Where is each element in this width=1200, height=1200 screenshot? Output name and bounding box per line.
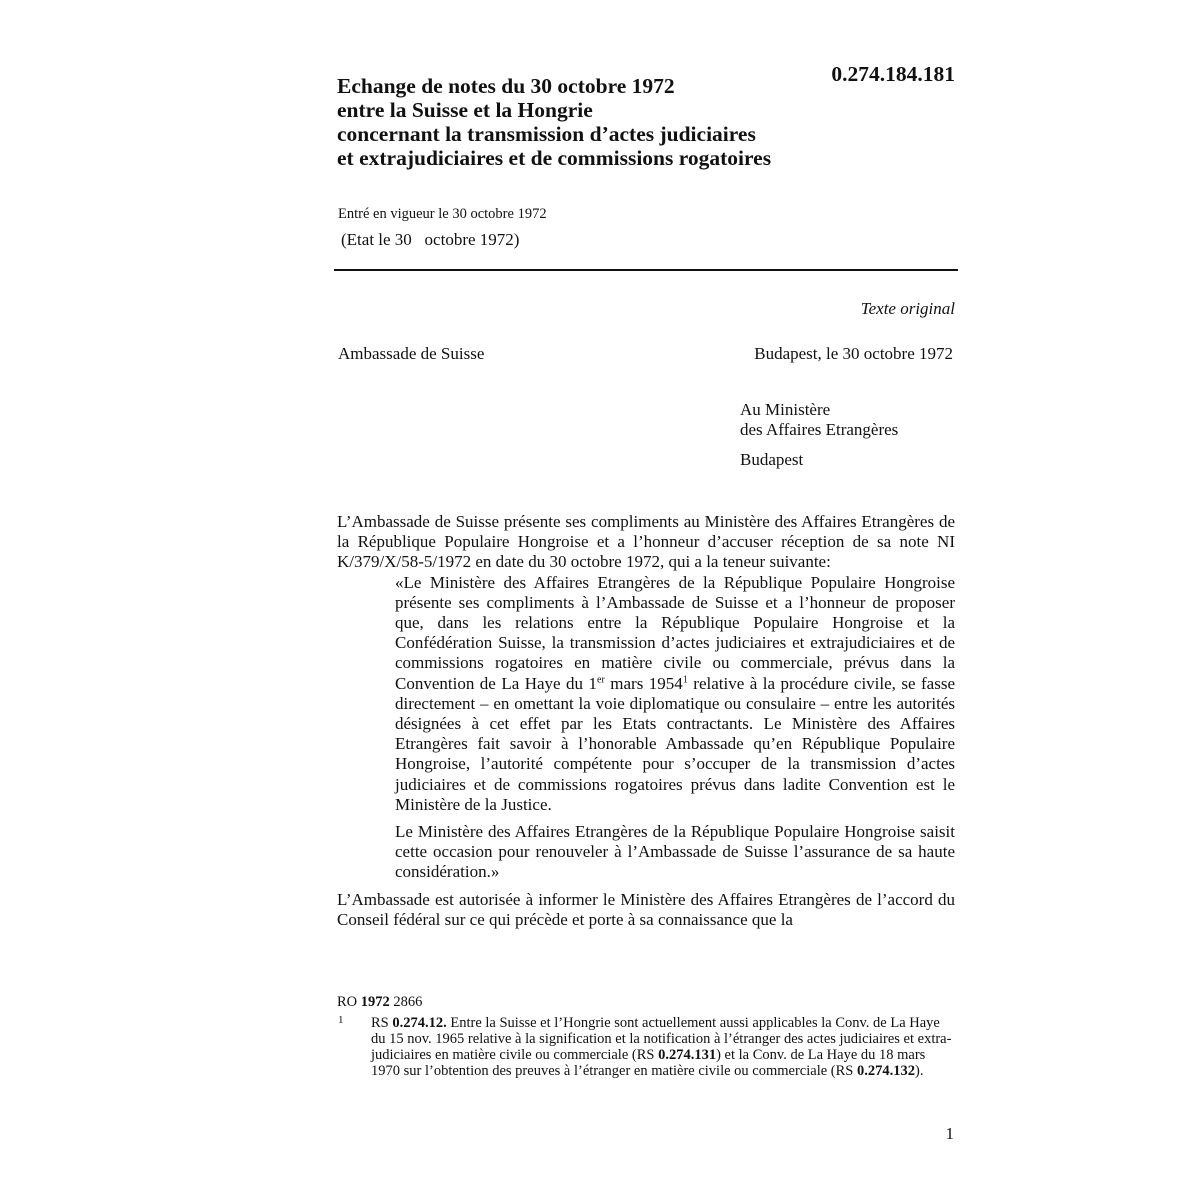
ro-prefix: RO [337,994,361,1010]
footnote-part: ) et la Conv. de La Haye du 18 mars 1970 sur l’obtention des preuves à l’étranger en matière civile ou commerciale (RS [371,1047,926,1079]
title-line: Echange de notes du 30 octobre 1972 [337,74,675,98]
body-paragraph: L’Ambassade est autorisée à informer le Ministère des Affaires Etrangères de l’accord du Conseil fédéral sur ce qui précède et porte à sa connaissance que la [337,889,955,929]
title-line: entre la Suisse et la Hongrie [337,98,593,122]
recipient-city: Budapest [740,450,804,469]
footnote-part: ). [914,1063,924,1079]
footnote-number: 1 [338,1014,344,1026]
document-title [337,74,857,170]
body-paragraph: L’Ambassade de Suisse présente ses compliments au Ministère des Affaires Etrangères de la République Populaire Hongroise et a l’honneur d’accuser réception de sa note NI K/379/X/58-5/1972 en date du 30 octobre 1972, qui a la teneur suivante: [337,512,955,572]
footnote-part: Entre la Suisse et l’Hongrie sont actuellement aussi applicables la Conv. de La Haye du 15 nov. 1965 relative à la signification et la notification à l’étranger des actes judiciaires et extra-judiciaires en matière civile ou commerciale (RS [371,1015,952,1063]
footnote-reference-bold: 0.274.131 [658,1047,717,1063]
ro-page: 2866 [389,994,423,1010]
title-line: concernant la transmission d’actes judiciaires [337,122,756,146]
entry-into-force: Entré en vigueur le 30 octobre 1972 [338,206,547,222]
recipient-line: des Affaires Etrangères [740,420,899,439]
footnote-part: RS [371,1015,393,1031]
letter-recipient [740,400,898,440]
footnote-reference: 1 [682,673,688,685]
quoted-paragraph [395,573,955,815]
official-compilation-reference [337,994,422,1011]
footnote-text [371,1015,956,1079]
ordinal-superscript: er [597,673,605,685]
letter-sender: Ambassade de Suisse [338,344,485,363]
header-divider [334,269,958,271]
document-status: (Etat le 30 octobre 1972) [341,230,520,249]
letter-place-date: Budapest, le 30 octobre 1972 [754,344,953,363]
document-number: 0.274.184.181 [831,62,955,86]
quote-text: mars 1954 [604,673,683,693]
footnote-reference-bold: 0.274.12. [392,1015,447,1031]
ro-year: 1972 [360,994,390,1010]
letter-body [337,512,955,930]
recipient-line: Au Ministère [740,400,831,419]
footnote-reference-bold: 0.274.132 [856,1063,915,1079]
page-number: 1 [945,1124,954,1143]
quote-text: relative à la procédure civile, se fasse directement – en omettant la voie diplomatique ou consulaire – entre les autorités désignées à cet effet par les Etats contractants. Le Ministère des Affaires Etrangères fait savoir à l’honorable Ambassade qu’en République Populaire Hongroise, l’autorité compétente pour s’occuper de la transmission d’actes judiciaires et de commissions rogatoires prévus dans ladite Convention est le Ministère de la Justice. [395,673,955,814]
title-line: et extrajudiciaires et de commissions rogatoires [337,146,772,170]
original-text-label: Texte original [860,299,955,318]
quote-text: «Le Ministère des Affaires Etrangères de la République Populaire Hongroise présente ses compliments à l’Ambassade de Suisse et a l’honneur de proposer que, dans les relations entre la République Populaire Hongroise et la Confédération Suisse, la transmission d’actes judiciaires et extrajudiciaires et de commissions rogatoires en matière civile ou commerciale, prévus dans la Convention de La Haye du 1 [395,572,955,693]
quoted-paragraph: Le Ministère des Affaires Etrangères de la République Populaire Hongroise saisit cette occasion pour renouveler à l’Ambassade de Suisse l’assurance de sa haute considération.» [395,822,955,882]
